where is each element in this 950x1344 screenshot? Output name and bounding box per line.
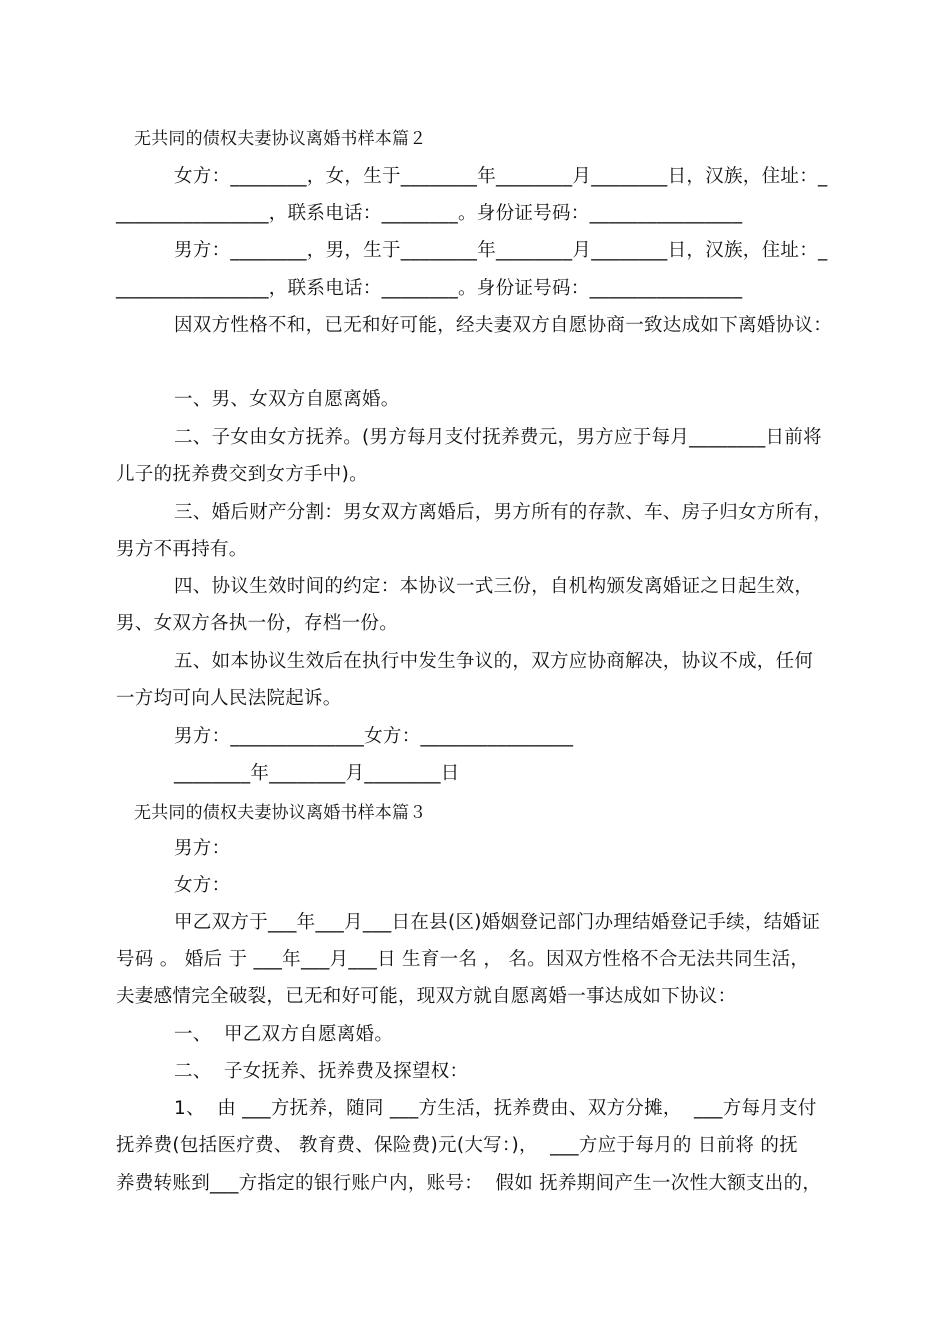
clause-1: 一、男、女双方自愿离婚。 bbox=[174, 389, 400, 410]
marriage-paragraph-line-1: 甲乙双方于___年___月___日在县(区)婚姻登记部门办理结婚登记手续，结婚证 bbox=[174, 912, 821, 933]
clause-4-line-2: 男、女双方各执一份，存档一份。 bbox=[116, 613, 399, 634]
male-party-line-2: ________________，联系电话：________。身份证号码：________________ bbox=[116, 278, 743, 299]
clause-4-line-1: 四、协议生效时间的约定：本协议一式三份，自机构颁发离婚证之日起生效， bbox=[174, 576, 814, 597]
female-party-line-1: 女方：________，女，生于________年________月________日，汉族，住址：_ bbox=[174, 166, 828, 187]
date-line: ________年________月________日 bbox=[174, 763, 460, 784]
clause-5-line-1: 五、如本协议生效后在执行中发生争议的，双方应协商解决，协议不成，任何 bbox=[174, 651, 814, 672]
section2-title: 无共同的债权夫妻协议离婚书样本篇２ bbox=[134, 129, 427, 149]
section3-clause-1: 一、 甲乙双方自愿离婚。 bbox=[174, 1024, 394, 1045]
subclause-1-line-3: 养费转账到___方指定的银行账户内，账号： 假如 抚养期间产生一次性大额支出的， bbox=[116, 1173, 822, 1194]
female-party-label: 女方： bbox=[174, 875, 231, 896]
subclause-1-line-2: 抚养费(包括医疗费、 教育费、保险费)元(大写：)， ___方应于每月的 日前将 的抚 bbox=[116, 1135, 798, 1156]
section3-clause-2: 二、 子女抚养、抚养费及探望权： bbox=[174, 1061, 469, 1082]
intro-paragraph: 因双方性格不和，已无和好可能，经夫妻双方自愿协商一致达成如下离婚协议： bbox=[174, 315, 833, 336]
clause-3-line-1: 三、婚后财产分割：男女双方离婚后，男方所有的存款、车、房子归女方所有， bbox=[174, 502, 833, 523]
signature-line: 男方：______________女方：________________ bbox=[174, 726, 574, 747]
clause-5-line-2: 一方均可向人民法院起诉。 bbox=[116, 688, 342, 709]
clause-2-line-2: 儿子的抚养费交到女方手中)。 bbox=[116, 464, 368, 485]
marriage-paragraph-line-3: 夫妻感情完全破裂，已无和好可能，现双方就自愿离婚一事达成如下协议： bbox=[116, 986, 737, 1007]
section3-title: 无共同的债权夫妻协议离婚书样本篇３ bbox=[134, 803, 427, 823]
female-party-line-2: ________________，联系电话：________。身份证号码：________________ bbox=[116, 203, 743, 224]
male-party-label: 男方： bbox=[174, 838, 231, 859]
marriage-paragraph-line-2: 号码 。 婚后 于 ___年___月___日 生育一名 ， 名。因双方性格不合无法共同生活， bbox=[116, 949, 810, 970]
clause-2-line-1: 二、子女由女方抚养。(男方每月支付抚养费元，男方应于每月________日前将 bbox=[174, 427, 822, 448]
subclause-1-line-1: 1、 由 ___方抚养，随同 ___方生活，抚养费由、双方分摊， ___方每月支付 bbox=[174, 1098, 817, 1119]
clause-3-line-2: 男方不再持有。 bbox=[116, 539, 248, 560]
male-party-line-1: 男方：________，男，生于________年________月________日，汉族，住址：_ bbox=[174, 240, 828, 261]
